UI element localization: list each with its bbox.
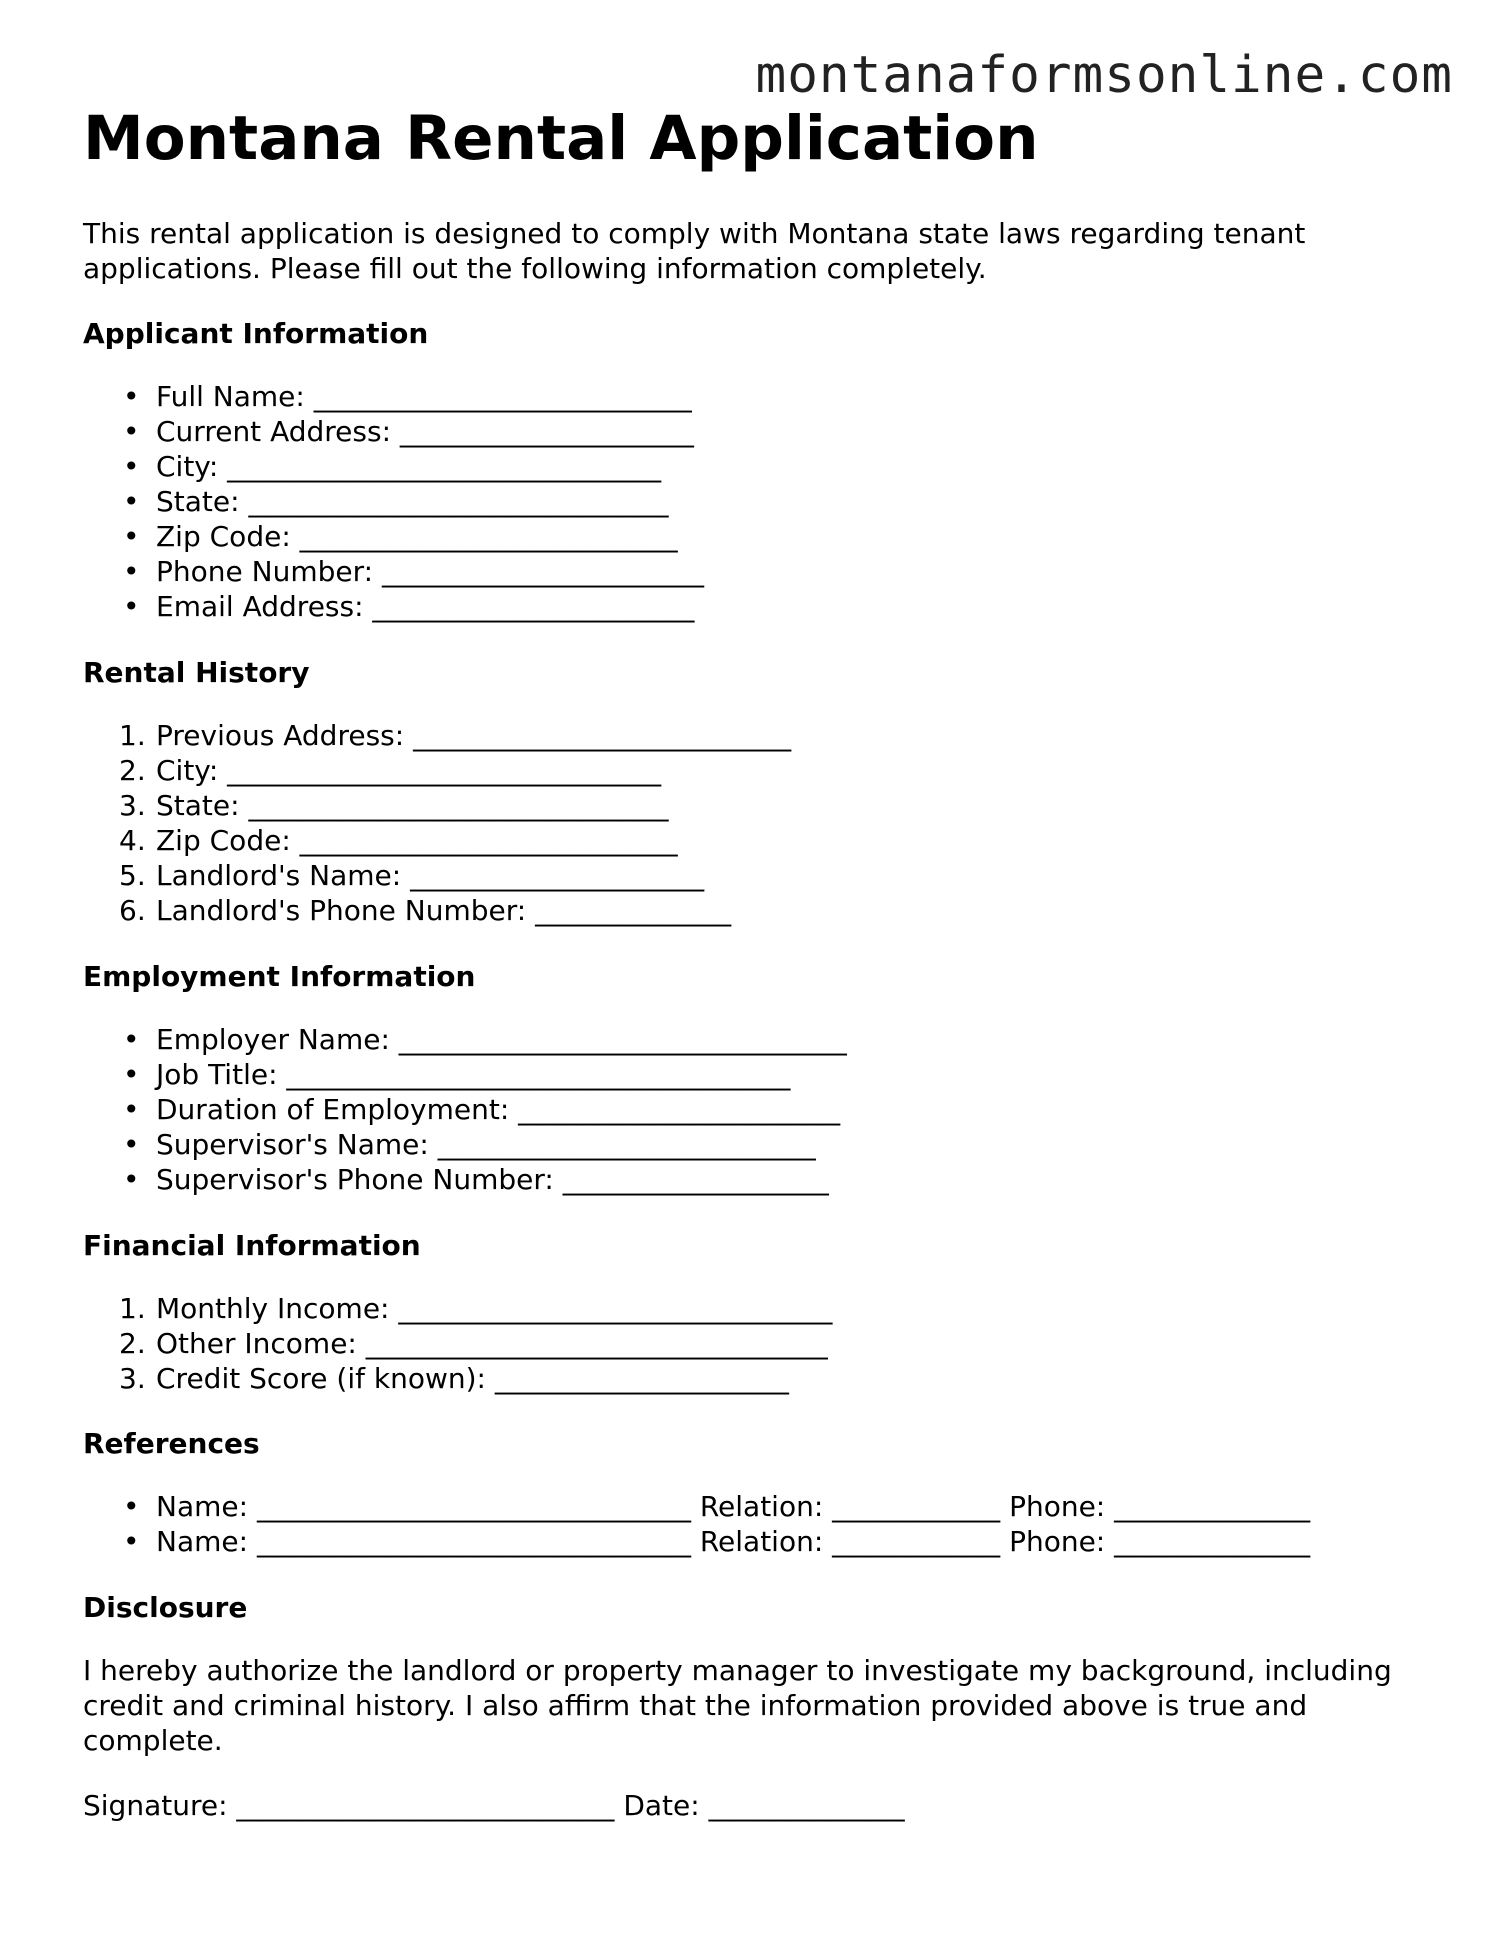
field-reference-1[interactable]: Name: _______________________________ Relation: ____________ Phone: ______________ xyxy=(156,1490,1311,1523)
list-item xyxy=(83,484,704,519)
financial-fields-list xyxy=(83,1291,832,1396)
list-item xyxy=(83,414,704,449)
field-duration-of-employment[interactable]: Duration of Employment: _______________________ xyxy=(156,1093,841,1126)
field-state[interactable]: State: ______________________________ xyxy=(156,485,669,518)
bullet-marker: • xyxy=(123,1058,140,1091)
applicant-fields-list xyxy=(83,379,704,624)
field-previous-city[interactable]: City: _______________________________ xyxy=(156,754,662,787)
field-city[interactable]: City: _______________________________ xyxy=(156,450,662,483)
references-heading: References xyxy=(83,1427,260,1460)
list-item xyxy=(83,1092,847,1127)
field-employer-name[interactable]: Employer Name: ________________________________ xyxy=(156,1023,847,1056)
bullet-marker: • xyxy=(123,1163,140,1196)
number-marker: 5. xyxy=(119,859,146,892)
list-item xyxy=(83,718,791,753)
list-item xyxy=(83,1524,1310,1559)
list-item xyxy=(83,379,704,414)
field-previous-state[interactable]: State: ______________________________ xyxy=(156,789,669,822)
field-supervisor-name[interactable]: Supervisor's Name: ___________________________ xyxy=(156,1128,816,1161)
list-item xyxy=(83,1057,847,1092)
references-fields-list xyxy=(83,1489,1310,1559)
field-full-name[interactable]: Full Name: ___________________________ xyxy=(156,380,692,413)
field-zip-code[interactable]: Zip Code: ___________________________ xyxy=(156,520,678,553)
number-marker: 6. xyxy=(119,894,146,927)
list-item xyxy=(83,1489,1310,1524)
list-item xyxy=(83,1361,832,1396)
bullet-marker: • xyxy=(123,590,140,623)
field-previous-address[interactable]: Previous Address: ___________________________ xyxy=(156,719,792,752)
list-item xyxy=(83,788,791,823)
number-marker: 3. xyxy=(119,1362,146,1395)
field-landlord-name[interactable]: Landlord's Name: _____________________ xyxy=(156,859,705,892)
list-item xyxy=(83,1291,832,1326)
disclosure-heading: Disclosure xyxy=(83,1591,248,1624)
bullet-marker: • xyxy=(123,520,140,553)
list-item xyxy=(83,519,704,554)
field-job-title[interactable]: Job Title: ____________________________________ xyxy=(156,1058,791,1091)
bullet-marker: • xyxy=(123,555,140,588)
list-item xyxy=(83,753,791,788)
list-item xyxy=(83,823,791,858)
field-supervisor-phone[interactable]: Supervisor's Phone Number: ___________________ xyxy=(156,1163,829,1196)
field-monthly-income[interactable]: Monthly Income: _______________________________ xyxy=(156,1292,833,1325)
field-current-address[interactable]: Current Address: _____________________ xyxy=(156,415,694,448)
employment-heading: Employment Information xyxy=(83,960,476,993)
bullet-marker: • xyxy=(123,1093,140,1126)
page-title: Montana Rental Application xyxy=(83,103,1039,174)
bullet-marker: • xyxy=(123,1525,140,1558)
rental-history-heading: Rental History xyxy=(83,656,310,689)
number-marker: 3. xyxy=(119,789,146,822)
signature-date-line[interactable]: Signature: ___________________________ Date: ______________ xyxy=(83,1789,905,1822)
number-marker: 4. xyxy=(119,824,146,857)
list-item xyxy=(83,858,791,893)
bullet-marker: • xyxy=(123,1023,140,1056)
list-item xyxy=(83,1326,832,1361)
bullet-marker: • xyxy=(123,415,140,448)
number-marker: 2. xyxy=(119,1327,146,1360)
list-item xyxy=(83,1022,847,1057)
field-previous-zip-code[interactable]: Zip Code: ___________________________ xyxy=(156,824,678,857)
bullet-marker: • xyxy=(123,450,140,483)
intro-paragraph: This rental application is designed to comply with Montana state laws regarding tenant applications. Please fill out the following information completely. xyxy=(83,217,1306,285)
list-item xyxy=(83,893,791,928)
number-marker: 1. xyxy=(119,1292,146,1325)
field-landlord-phone[interactable]: Landlord's Phone Number: ______________ xyxy=(156,894,732,927)
field-email-address[interactable]: Email Address: _______________________ xyxy=(156,590,695,623)
list-item xyxy=(83,1127,847,1162)
field-credit-score[interactable]: Credit Score (if known): _____________________ xyxy=(156,1362,789,1395)
bullet-marker: • xyxy=(123,1490,140,1523)
bullet-marker: • xyxy=(123,485,140,518)
list-item xyxy=(83,554,704,589)
bullet-marker: • xyxy=(123,380,140,413)
number-marker: 2. xyxy=(119,754,146,787)
financial-heading: Financial Information xyxy=(83,1229,421,1262)
site-watermark: montanaformsonline.com xyxy=(755,46,1453,105)
field-phone-number[interactable]: Phone Number: _______________________ xyxy=(156,555,704,588)
employment-fields-list xyxy=(83,1022,847,1197)
rental-history-fields-list xyxy=(83,718,791,928)
disclosure-text: I hereby authorize the landlord or property manager to investigate my background, including credit and criminal history. I also affirm that the information provided above is true and complete. xyxy=(83,1654,1392,1757)
list-item xyxy=(83,449,704,484)
list-item xyxy=(83,589,704,624)
field-reference-2[interactable]: Name: _______________________________ Relation: ____________ Phone: ______________ xyxy=(156,1525,1311,1558)
number-marker: 1. xyxy=(119,719,146,752)
applicant-heading: Applicant Information xyxy=(83,317,429,350)
field-other-income[interactable]: Other Income: _________________________________ xyxy=(156,1327,828,1360)
list-item xyxy=(83,1162,847,1197)
bullet-marker: • xyxy=(123,1128,140,1161)
